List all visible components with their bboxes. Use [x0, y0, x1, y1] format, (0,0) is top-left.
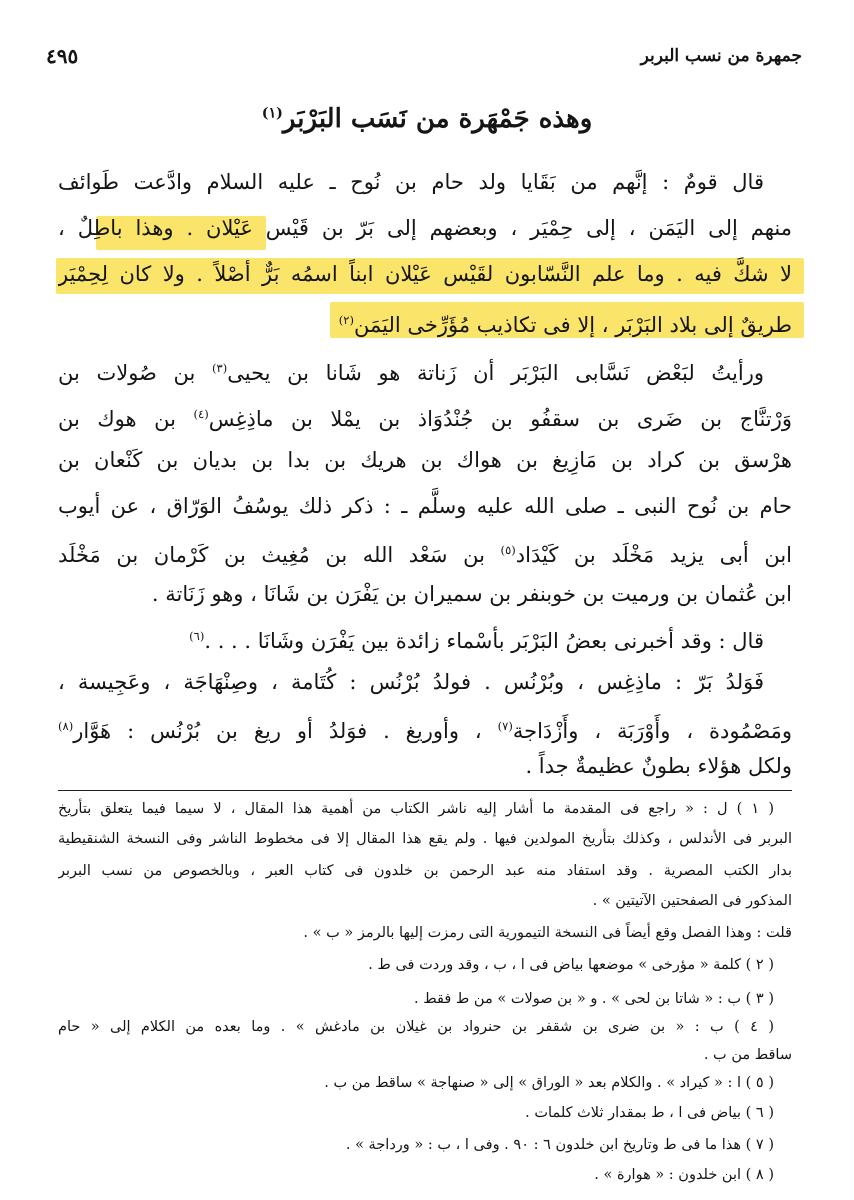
- body-text: طريقٌ إلى بلاد البَرْبَر ، إلا فى تكاذيب مُؤَرِّخى اليَمَن: [354, 313, 792, 337]
- footnote-ref-8: (٨): [58, 719, 74, 733]
- footnote-4: ( ٤ ) ب : « بن ضرى بن شقفر بن حنرواد بن غيلان بن مادغش » . وما بعده من الكلام إلى « حام: [58, 1019, 774, 1035]
- body-text: ومَصْمُودة ، وأَوْرَبَة ، وأَزْدَاجة: [512, 719, 792, 743]
- body-line: [58, 704, 792, 748]
- chapter-heading-text: وهذه جَمْهَرة من نَسَب البَرْبَر: [282, 104, 593, 134]
- footnote-8: ( ٨ ) ابن خلدون : « هوارة » .: [594, 1167, 774, 1183]
- footnote-ref-6: (٦): [189, 629, 205, 643]
- body-text: بن صُولات بن: [58, 361, 196, 385]
- body-text: وَرْتنَّاج بن ضَرى بن سقفُو بن جُنْدُوَاذ بن يمْلا بن ماذِغِس: [208, 407, 792, 431]
- body-text: ، وأوريغ . فوَلدُ أو ريغ بن بُرْنُس : هَوَّار: [73, 719, 482, 743]
- footnote-ref-1: (١): [261, 105, 283, 122]
- body-text: قال : وقد أخبرنى بعضُ البَرْبَر بأسْماء زائدة بين يَفْرَن وشَانَا . . . .: [204, 629, 764, 653]
- footnote-ref-3: (٣): [212, 361, 228, 375]
- footnote-3: ( ٣ ) ب : « شاتا بن لحى » . و « بن صولات » من ط فقط .: [414, 991, 774, 1007]
- body-line: فَوَلدُ بَرّ : ماذِغِس ، وبُرْنُس . فولدُ بُرْنُس : كُتَامة ، وصِنْهَاجَة ، وعَجِيسة ،: [58, 670, 764, 694]
- footnote-7: ( ٧ ) هذا ما فى ط وتاريخ ابن خلدون ٦ : ٩٠ . وفى ا ، ب : « ورداجة » .: [345, 1137, 774, 1153]
- chapter-heading: [0, 104, 854, 134]
- running-head-title: جمهرة من نسب البربر: [640, 46, 802, 66]
- body-line: [58, 614, 764, 658]
- body-line: منهم إلى اليَمَن ، إلى حِمْيَر ، وبعضهم إلى بَرّ بن قَيْس عَيْلان . وهذا باطِلٌ ،: [58, 216, 792, 240]
- body-line-highlighted: [58, 298, 792, 342]
- footnote-line: بدار الكتب المصرية . وقد استفاد منه عبد الرحمن بن خلدون فى كتاب العبر ، وبالخصوص من نسب البربر: [58, 863, 792, 879]
- footnote-6: ( ٦ ) بياض فى ا ، ط بمقدار ثلاث كلمات .: [525, 1105, 774, 1121]
- body-line: [58, 392, 792, 436]
- running-head: [46, 46, 802, 72]
- body-line: هرْسق بن كراد بن مَازِيغ بن هواك بن هريك بن بدا بن بديان بن كَنْعان بن: [58, 448, 792, 472]
- footnote-line: ( ١ ) ل : « راجع فى المقدمة ما أشار إليه ناشر الكتاب من أهمية هذا المقال ، لا سيما فيما يتعلق بتأريخ: [58, 801, 774, 817]
- footnote-ref-7: (٧): [497, 719, 513, 733]
- body-line: ابن عُثمان بن ورميت بن خوبنفر بن سميران بن يَفْرَن بن شَانَا ، وهو زَنَاتة .: [151, 582, 792, 606]
- body-line: [58, 346, 764, 390]
- footnote-line: المذكور فى الصفحتين الآتيتين » .: [592, 893, 792, 909]
- body-text: بن سَعْد الله بن مُغِيث بن كَرْمان بن مَخْلَد: [58, 543, 485, 567]
- body-line: [58, 528, 792, 572]
- body-line-highlighted: لا شكَّ فيه . وما علم النَّسّابون لقَيْس عَيْلان ابناً اسمُه بَرٌّ أصْلاً . ولا كان لِحِمْيَر: [58, 262, 792, 286]
- body-line: حام بن نُوح النبى ـ صلى الله عليه وسلَّم ـ : ذكر ذلك يوسُفُ الوَرّاق ، عن أيوب: [58, 494, 792, 518]
- footnote-line: قلت : وهذا الفصل وقع أيضاً فى النسخة التيمورية التى رمزت إليها بالرمز « ب » .: [303, 925, 792, 941]
- footnote-2: ( ٢ ) كلمة « مؤرخى » موضعها بياض فى ا ، ب ، وقد وردت فى ط .: [368, 957, 774, 973]
- body-line: ولكل هؤلاء بطونٌ عظيمةٌ جداً .: [525, 754, 792, 778]
- page-number: ٤٩٥: [46, 44, 79, 68]
- footnote-ref-5: (٥): [500, 543, 516, 557]
- footnote-ref-4: (٤): [193, 407, 209, 421]
- body-text: ابن أبى يزيد مَخْلَد بن كَيْدَاد: [515, 543, 792, 567]
- footnote-ref-2: (٢): [338, 313, 354, 327]
- footnote-divider: [58, 790, 792, 791]
- footnote-4-continued: ساقط من ب .: [703, 1047, 792, 1063]
- body-text: بن هوك بن: [58, 407, 176, 431]
- body-line: قال قومٌ : إنَّهم من بَقَايا ولد حام بن نُوح ـ عليه السلام وادَّعت طَوائف: [58, 170, 764, 194]
- body-text: ورأيتُ لبَعْض نَسَّابى البَرْبَر أن زَناتة هو شَانا بن يحيى: [227, 361, 764, 385]
- footnote-5: ( ٥ ) ا : « كيراد » . والكلام بعد « الوراق » إلى « صنهاجة » ساقط من ب .: [324, 1075, 774, 1091]
- footnote-line: البربر فى الأندلس ، وكذلك بتأريخ المولدين فيها . ولم يقع هذا المقال إلا فى مخطوط الناشر وفى النسخة الشنقيطية: [58, 831, 792, 847]
